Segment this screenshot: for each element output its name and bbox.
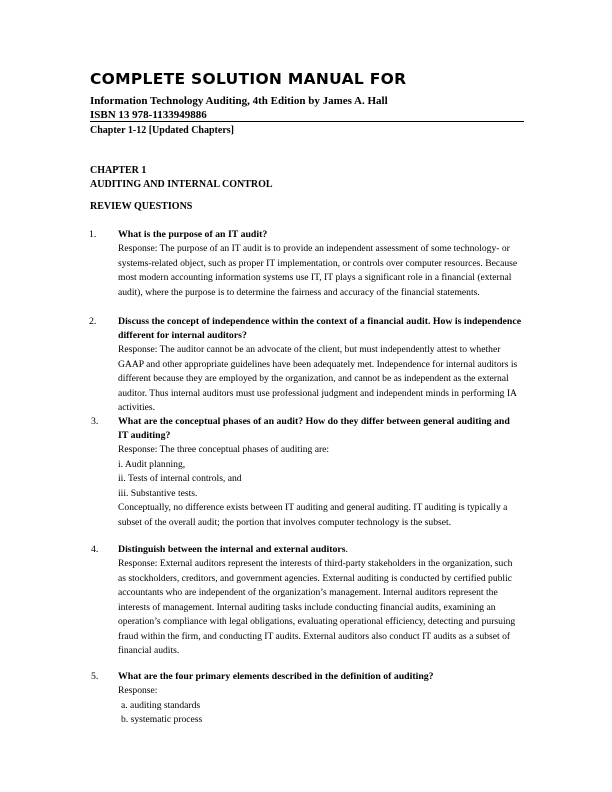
list-item: b. systematic process	[121, 714, 203, 725]
list-item: ii. Tests of internal controls, and	[118, 473, 242, 484]
question-item	[91, 670, 522, 728]
question-item	[91, 543, 522, 659]
document-subtitle	[90, 94, 388, 122]
question-number: 4.	[91, 544, 99, 555]
list-item: iii. Substantive tests.	[118, 487, 198, 499]
header-rule	[90, 121, 524, 122]
response-text: Response: The auditor cannot be an advocate of the client, but must independently attest to whether GAAP and other appropriate guidelines have been adequately met. Independence for internal auditors is different because they are employed by the organization, and cannot be as independent as the external auditor. Thus internal auditors must use professional judgment and independent minds in performing IA activities.	[118, 344, 518, 413]
question-text-main: Distinguish between the internal and external auditors	[118, 544, 346, 555]
question-text: What is the purpose of an IT audit?	[118, 229, 268, 240]
list-item: a. auditing standards	[121, 699, 201, 711]
question-text: Discuss the concept of independence within the context of a financial audit. How is independence different for internal auditors?	[118, 316, 522, 341]
chapter-name: AUDITING AND INTERNAL CONTROL	[90, 179, 273, 190]
book-title: Information Technology Auditing, 4th Edition by James A. Hall	[90, 95, 388, 107]
question-text: What are the conceptual phases of an audit? How do they differ between general auditing and IT auditing?	[118, 416, 510, 441]
document-title: COMPLETE SOLUTION MANUAL FOR	[90, 70, 407, 88]
question-number: 3.	[91, 416, 99, 427]
response-text: Response: The purpose of an IT audit is to provide an independent assessment of some technology- or systems-related object, such as proper IT implementation, or controls over computer resources. Because most modern accounting information systems use IT, IT plays a significant role in a financial (external audit), where the purpose is to determine the fairness and accuracy of the financial statements.	[118, 243, 518, 298]
question-number: 5.	[91, 671, 99, 682]
response-text: Response:	[118, 685, 158, 696]
response-text: Response: The three conceptual phases of auditing are:	[118, 444, 330, 455]
question-item	[89, 228, 522, 300]
question-number: 1.	[89, 229, 97, 240]
chapter-number: CHAPTER 1	[90, 165, 147, 176]
response-text: Conceptually, no difference exists between IT auditing and general auditing. IT auditing is typically a subset of the overall audit; the portion that involves computer technology is the subset.	[118, 502, 508, 528]
question-punctuation: .	[345, 544, 348, 555]
question-text	[118, 543, 522, 557]
question-item	[91, 415, 522, 530]
isbn: ISBN 13 978-1133949886	[90, 109, 207, 121]
question-number: 2.	[89, 316, 97, 327]
question-item	[89, 315, 522, 416]
response-text: Response: External auditors represent the interests of third-party stakeholders in the organization, such as stockholders, creditors, and government agencies. External auditing is conducted by certified public accountants who are independent of the organization’s management. Internal auditors represent the interests of management. Internal auditing tasks include conducting financial audits, examining an operation’s compliance with legal obligations, evaluating operational efficiency, detecting and pursuing fraud within the firm, and conducting IT audits. External auditors also conduct IT audits as a subset of financial audits.	[118, 558, 516, 656]
list-item: i. Audit planning,	[118, 458, 186, 470]
chapters-note: Chapter 1-12 [Updated Chapters]	[90, 125, 234, 136]
chapter-heading	[90, 164, 273, 192]
section-heading: REVIEW QUESTIONS	[90, 201, 193, 212]
question-text: What are the four primary elements described in the definition of auditing?	[118, 671, 434, 682]
